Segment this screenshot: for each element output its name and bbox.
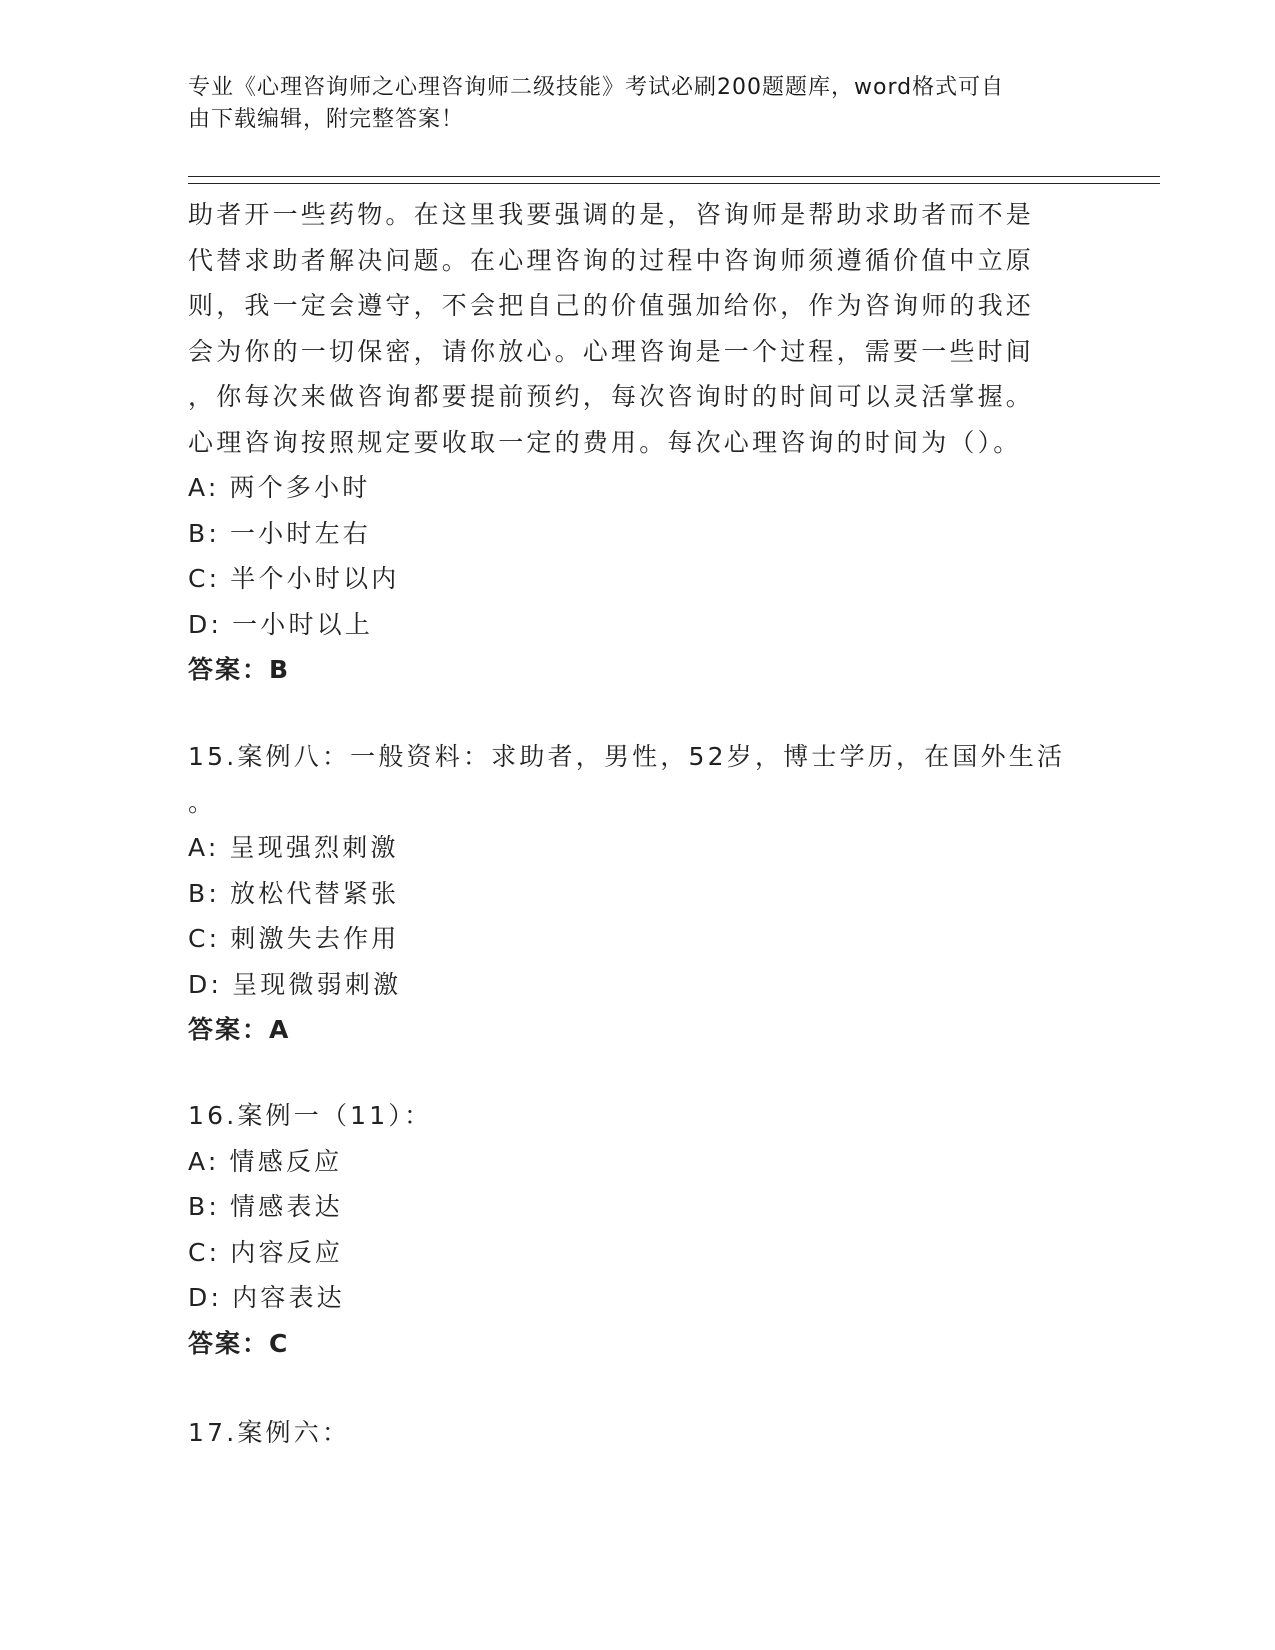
option-letter: D: xyxy=(188,969,223,999)
option-d xyxy=(188,1275,1088,1321)
option-text: 内容反应 xyxy=(230,1237,344,1267)
question-16 xyxy=(188,1093,1088,1366)
option-c xyxy=(188,1230,1088,1276)
option-letter: C: xyxy=(188,924,221,953)
question-15 xyxy=(188,734,1088,1053)
option-a xyxy=(188,1139,1088,1185)
option-letter: B: xyxy=(188,878,220,908)
stem-line: ，你每次来做咨询都要提前预约，每次咨询时的时间可以灵活掌握。 xyxy=(188,382,1035,411)
option-c xyxy=(188,916,1088,962)
option-text: 两个多小时 xyxy=(229,473,371,502)
stem-line: 代替求助者解决问题。在心理咨询的过程中咨询师须遵循价值中立原 xyxy=(188,245,1035,275)
header-divider-bottom xyxy=(188,183,1160,184)
option-text: 放松代替紧张 xyxy=(229,878,400,908)
option-letter: B: xyxy=(188,518,220,548)
option-letter: C: xyxy=(188,1237,221,1267)
answer-line: 答案：A xyxy=(188,1015,291,1044)
stem-line: 会为你的一切保密，请你放心。心理咨询是一个过程，需要一些时间 xyxy=(188,336,1035,366)
stem-line: 则，我一定会遵守，不会把自己的价值强加给你，作为咨询师的我还 xyxy=(188,291,1035,320)
option-letter: A: xyxy=(188,1146,220,1176)
option-d xyxy=(188,602,1088,648)
question-14-continuation xyxy=(188,192,1088,693)
option-a xyxy=(188,825,1088,871)
option-text: 呈现微弱刺激 xyxy=(232,969,402,999)
option-b xyxy=(188,871,1088,917)
option-letter: B: xyxy=(188,1192,220,1221)
option-letter: D: xyxy=(188,609,223,639)
option-text: 刺激失去作用 xyxy=(230,924,400,953)
option-text: 内容表达 xyxy=(232,1283,345,1312)
question-17 xyxy=(188,1410,1088,1456)
header-line-1: 专业《心理咨询师之心理咨询师二级技能》考试必刷200题题库，word格式可自 xyxy=(188,75,1005,100)
option-text: 半个小时以内 xyxy=(230,564,400,593)
option-text: 一小时左右 xyxy=(229,518,371,548)
option-c xyxy=(188,556,1088,602)
option-text: 一小时以上 xyxy=(232,609,374,639)
option-text: 情感反应 xyxy=(229,1146,343,1176)
stem-line: 心理咨询按照规定要收取一定的费用。每次心理咨询的时间为（）。 xyxy=(188,427,1022,457)
option-a xyxy=(188,465,1088,511)
question-stem: 17.案例六： xyxy=(188,1418,351,1447)
option-letter: A: xyxy=(188,833,220,862)
option-letter: C: xyxy=(188,564,221,593)
option-text: 呈现强烈刺激 xyxy=(229,833,399,862)
answer-line: 答案：C xyxy=(188,1328,290,1358)
header-divider-top xyxy=(188,176,1160,177)
question-stem: 15.案例八：一般资料：求助者，男性，52岁，博士学历，在国外生活 xyxy=(188,742,1066,771)
option-letter: D: xyxy=(188,1283,223,1312)
option-b xyxy=(188,511,1088,557)
question-stem: 16.案例一（11）： xyxy=(188,1101,433,1130)
question-stem-continuation: 。 xyxy=(188,787,217,817)
option-letter: A: xyxy=(188,473,220,502)
stem-line: 助者开一些药物。在这里我要强调的是，咨询师是帮助求助者而不是 xyxy=(188,200,1035,229)
option-b xyxy=(188,1184,1088,1230)
header-line-2: 由下载编辑，附完整答案！ xyxy=(188,107,465,132)
document-header xyxy=(188,72,1068,136)
option-d xyxy=(188,962,1088,1008)
answer-line: 答案：B xyxy=(188,655,291,684)
option-text: 情感表达 xyxy=(229,1192,343,1221)
